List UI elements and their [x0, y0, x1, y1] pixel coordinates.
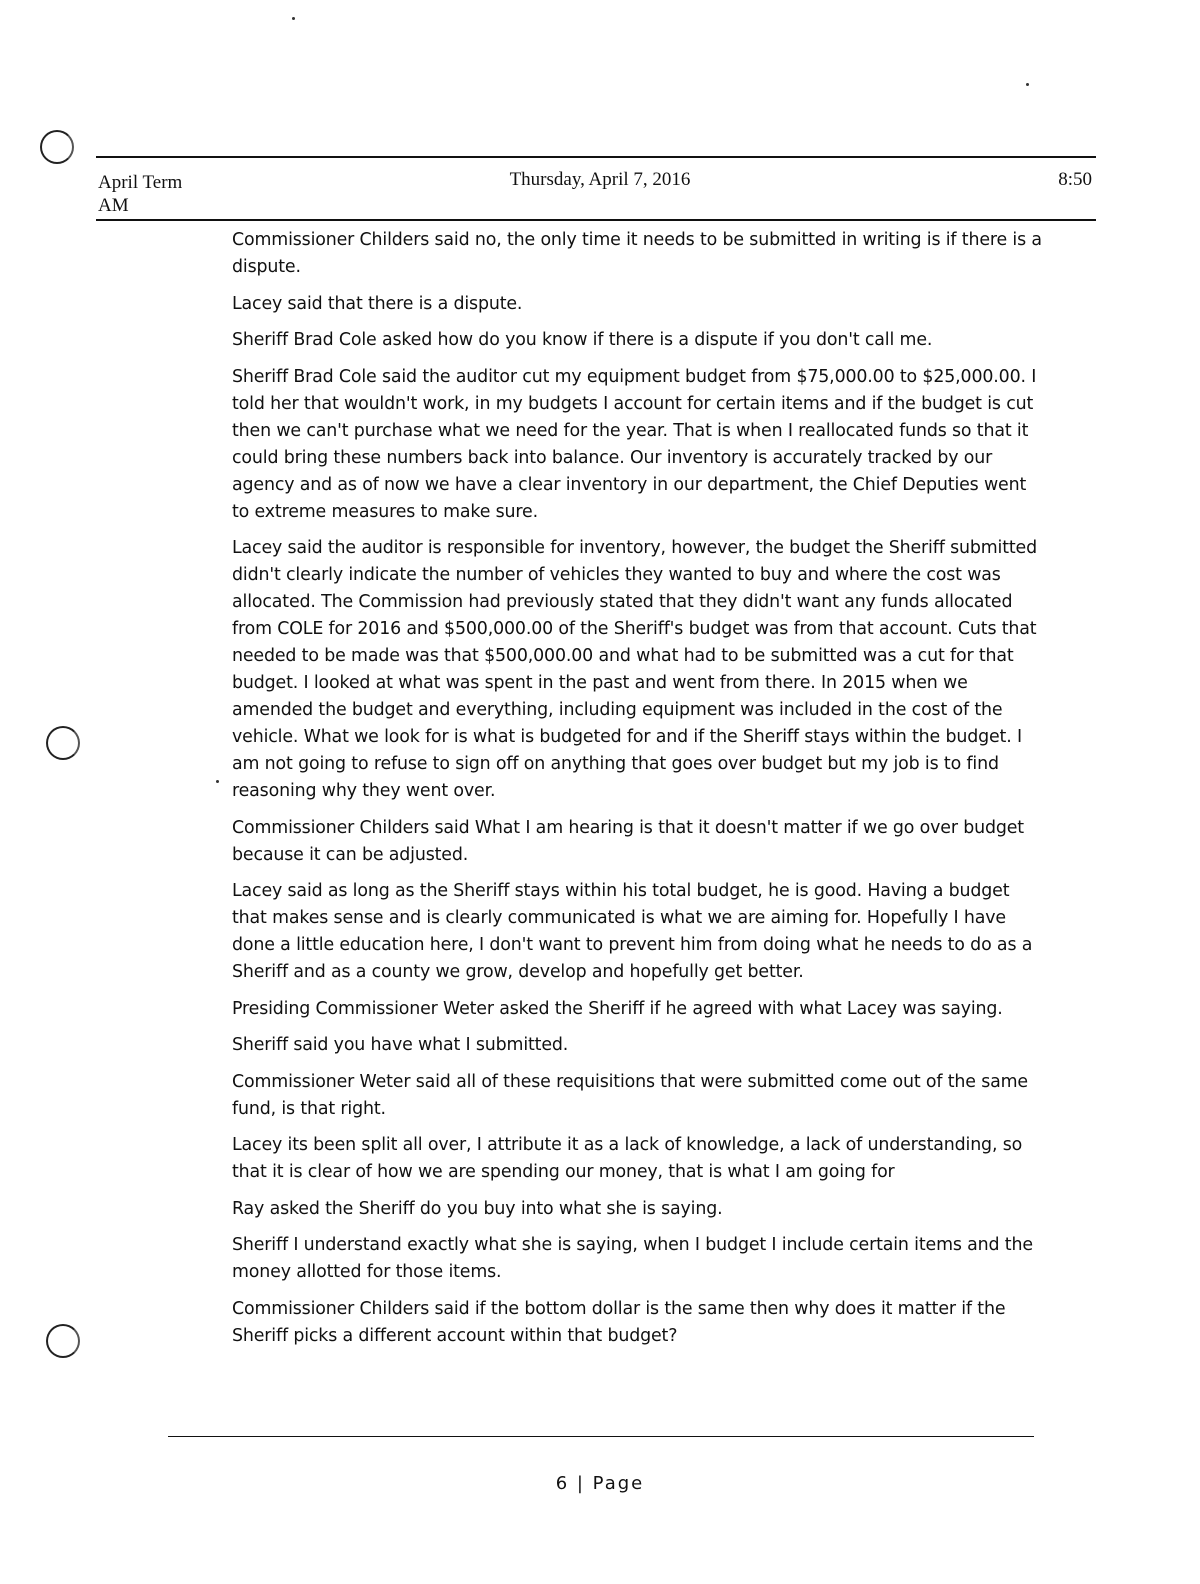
header-term-block	[98, 171, 238, 217]
minutes-paragraph: Sheriff I understand exactly what she is saying, when I budget I include certain items and the money allotted for those items.	[232, 1235, 1033, 1282]
minutes-paragraph: Ray asked the Sheriff do you buy into what she is saying.	[232, 1198, 723, 1219]
punch-hole-bottom	[46, 1324, 80, 1358]
header-term: April Term	[98, 172, 183, 193]
header-top-rule	[96, 156, 1096, 158]
minutes-paragraph: Lacey said the auditor is responsible for inventory, however, the budget the Sheriff submitted didn't clearly indicate the number of vehicles they wanted to buy and where the cost was allocated. The Commission had previously stated that they didn't want any funds allocated from COLE for 2016 and $500,000.00 of the Sheriff's budget was from that account. Cuts that needed to be made was that $500,000.00 and what had to be submitted was a cut for that budget. I looked at what was spent in the past and went from there. In 2015 when we amended the budget and everything, including equipment was included in the cost of the vehicle. What we look for is what is budgeted for and if the Sheriff stays within the budget. I am not going to refuse to sign off on anything that goes over budget but my job is to find reasoning why they went over.	[232, 538, 1037, 801]
footer-rule	[168, 1436, 1034, 1437]
minutes-paragraph: Lacey its been split all over, I attribute it as a lack of knowledge, a lack of understanding, so that it is clear of how we are spending our money, that is what I am going for	[232, 1135, 1023, 1182]
header-session: AM	[98, 195, 129, 216]
minutes-paragraph: Commissioner Childers said if the bottom dollar is the same then why does it matter if the Sheriff picks a different account within that budget?	[232, 1298, 1006, 1346]
scan-speck	[1026, 83, 1029, 86]
minutes-paragraph: Lacey said that there is a dispute.	[232, 293, 523, 314]
page-number: 6 | Page	[555, 1473, 645, 1494]
punch-hole-middle	[46, 726, 80, 760]
punch-hole-top	[40, 130, 74, 164]
minutes-paragraph: Sheriff Brad Cole said the auditor cut my equipment budget from $75,000.00 to $25,000.00. I told her that wouldn't work, in my budgets I account for certain items and if the budget is cut then we can't purchase what we need for the year. That is when I reallocated funds so that it could bring these numbers back into balance. Our inventory is accurately tracked by our agency and as of now we have a clear inventory in our department, the Chief Deputies went to extreme measures to make sure.	[232, 366, 1037, 522]
header-date: Thursday, April 7, 2016	[509, 169, 691, 190]
scan-speck	[216, 780, 219, 783]
header-bottom-rule	[96, 219, 1096, 221]
minutes-paragraph: Sheriff said you have what I submitted.	[232, 1035, 569, 1055]
minutes-paragraph: Presiding Commissioner Weter asked the Sheriff if he agreed with what Lacey was saying.	[232, 998, 1003, 1019]
minutes-paragraph: Lacey said as long as the Sheriff stays within his total budget, he is good. Having a budget that makes sense and is clearly communicated is what we are aiming for. Hopefully I have done a little education here, I don't want to prevent him from doing what he needs to do as a Sheriff and as a county we grow, develop and hopefully get better.	[232, 881, 1033, 982]
minutes-body	[232, 227, 1047, 1359]
minutes-paragraph: Commissioner Childers said no, the only time it needs to be submitted in writing is if there is a dispute.	[232, 230, 1042, 277]
header-time: 8:50	[1058, 169, 1092, 190]
minutes-paragraph: Commissioner Weter said all of these requisitions that were submitted come out of the same fund, is that right.	[232, 1071, 1028, 1119]
minutes-paragraph: Commissioner Childers said What I am hearing is that it doesn't matter if we go over budget because it can be adjusted.	[232, 817, 1024, 865]
scan-speck	[292, 17, 295, 20]
minutes-paragraph: Sheriff Brad Cole asked how do you know if there is a dispute if you don't call me.	[232, 330, 933, 350]
